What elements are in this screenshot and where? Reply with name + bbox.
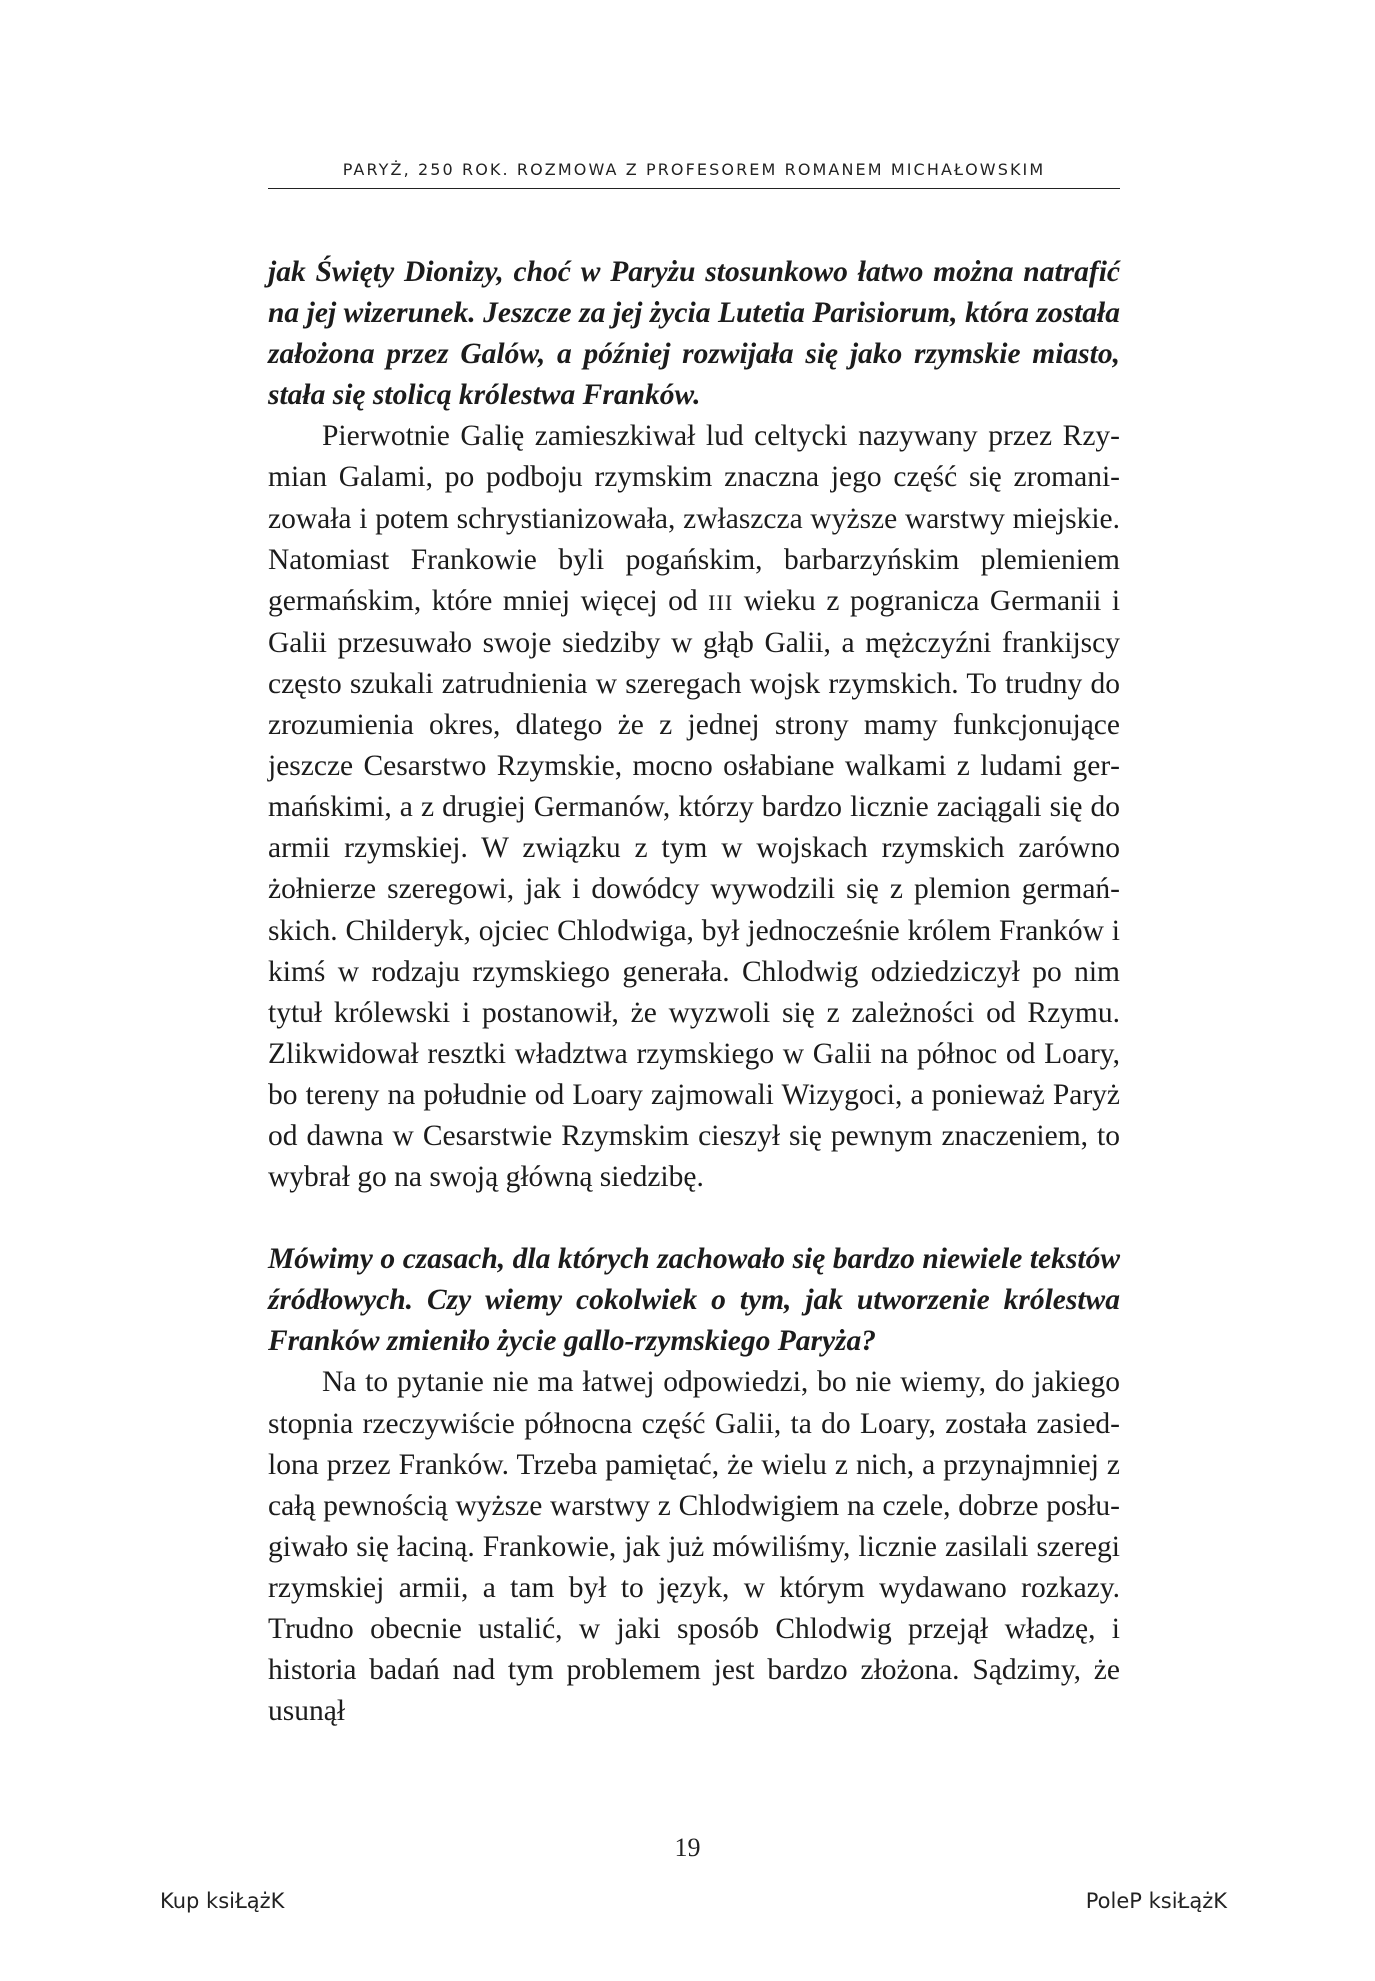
roman-numeral-century: III — [708, 589, 734, 615]
answer-1-text-b: wieku z pogranicza Germanii i Galii przesuwało swoje siedziby w głąb Galii, a mężczyźni frankijscy często szukali zatrudnienia w szeregach wojsk rzymskich. To trudny do zrozumienia okres, dlatego że z jednej strony mamy funkcjonujące jeszcze Cesarstwo Rzymskie, mocno osłabiane walkami z ludami germańskimi, a z drugiej Germanów, którzy bardzo licznie zaciągali się do armii rzymskiej. W związku z tym w wojskach rzymskich zarówno żołnierze szeregowi, jak i dowódcy wywodzili się z plemion germańskich. Childeryk, ojciec Chlodwiga, był jednocześnie królem Franków i kimś w rodzaju rzymskiego generała. Chlodwig odziedziczył po nim tytuł królewski i postanowił, że wyzwoli się z zależności od Rzymu. Zlikwidował resztki władztwa rzymskiego w Galii na północ od Loary, bo tereny na południe od Loary zajmowali Wizygoci, a ponieważ Paryż od dawna w Cesarstwie Rzymskim cieszył się pewnym znaczeniem, to wybrał go na swoją główną siedzibę. — [268, 584, 1121, 1194]
paragraph-gap — [268, 1198, 1120, 1239]
header-rule — [268, 188, 1120, 189]
page-number: 19 — [674, 1833, 701, 1862]
main-text — [268, 252, 1120, 1732]
buy-book-link[interactable]: Kup ksiŁążK — [160, 1889, 285, 1913]
recommend-book-link[interactable]: PoleP ksiŁążK — [1085, 1889, 1227, 1913]
question-2: Mówimy o czasach, dla których zachowało się bardzo niewiele tekstów źródłowych. Czy wiemy cokolwiek o tym, jak utworzenie królestwa Franków zmieniło życie gallo-rzymskiego Paryża? — [268, 1243, 1120, 1358]
running-header: PARYŻ, 250 ROK. ROZMOWA Z PROFESOREM ROMANEM MICHAŁOWSKIM — [342, 160, 1046, 179]
question-continuation: jak Święty Dionizy, choć w Paryżu stosunkowo łatwo można natrafić na jej wizerunek. Jeszcze za jej życia Lutetia Parisiorum, która została założona przez Galów, a później rozwijała się jako rzymskie miasto, stała się stolicą królestwa Franków. — [268, 256, 1120, 412]
answer-paragraph-1 — [268, 416, 1120, 1198]
answer-1-text-a: Pierwotnie Galię zamieszkiwał lud celtycki nazywany przez Rzymian Galami, po podboju rzymskim znaczna jego część się zromanizowała i potem schrystianizowała, zwłaszcza wyższe warstwy miejskie. Natomiast Frankowie byli pogańskim, barbarzyńskim plemieniem germańskim, które mniej więcej od — [268, 420, 1120, 617]
answer-paragraph-2: Na to pytanie nie ma łatwej odpowiedzi, bo nie wiemy, do jakiego stopnia rzeczywiście północna część Galii, ta do Loary, została zasiedlona przez Franków. Trzeba pamiętać, że wielu z nich, a przynajmniej z całą pewnością wyższe warstwy z Chlodwigiem na czele, dobrze posługiwało się łaciną. Frankowie, jak już mówiliśmy, licznie zasilali szeregi rzymskiej armii, a tam był to język, w którym wydawano rozkazy. Trudno obecnie ustalić, w jaki sposób Chlodwig przejął władzę, i historia badań nad tym problemem jest bardzo złożona. Sądzimy, że usunął — [268, 1366, 1120, 1728]
